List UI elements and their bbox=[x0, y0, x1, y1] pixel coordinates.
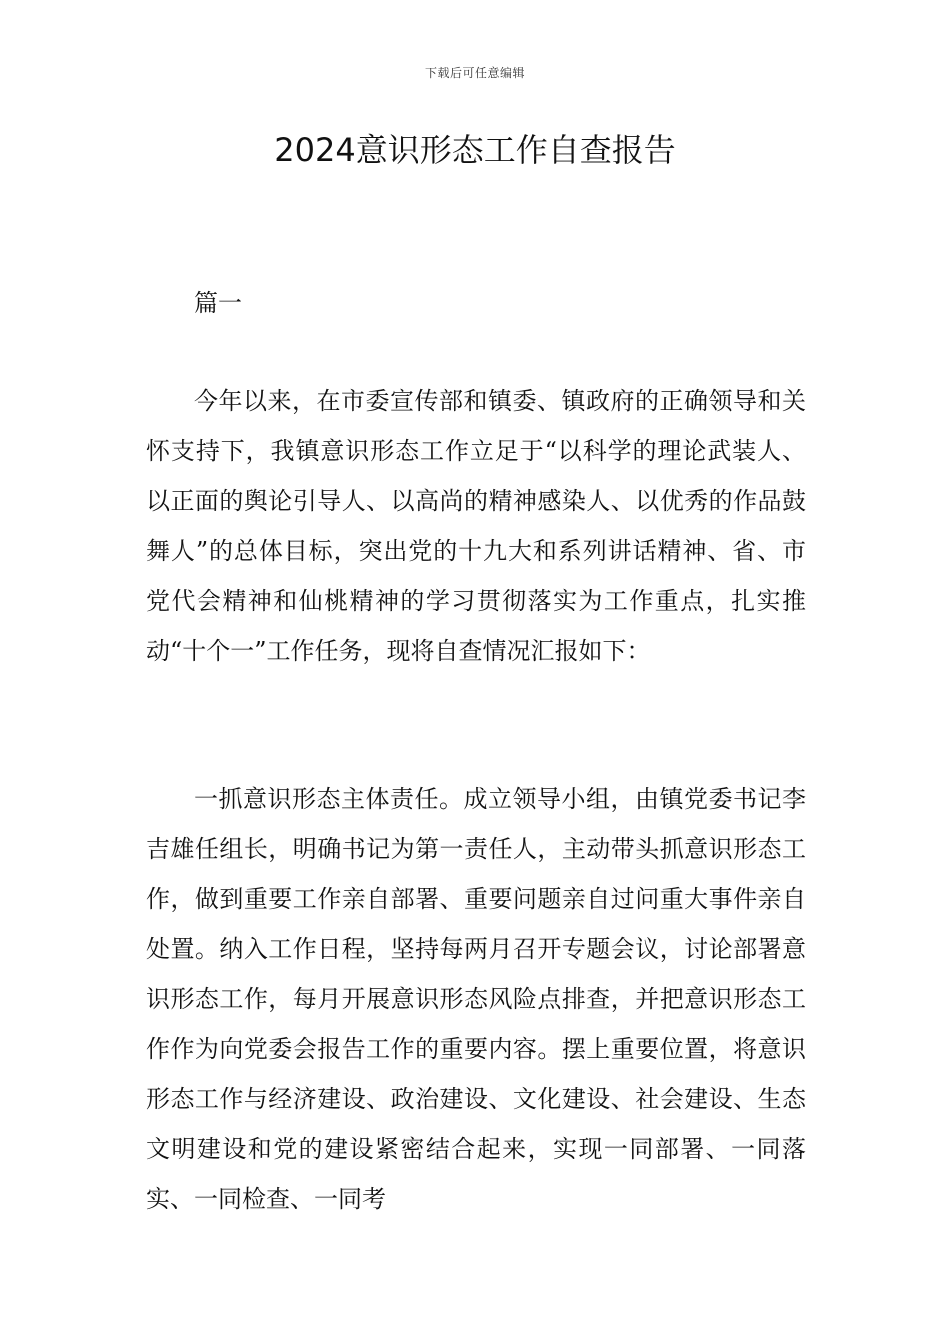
header-note: 下载后可任意编辑 bbox=[424, 66, 525, 80]
section-label: 篇一 bbox=[194, 289, 242, 317]
paragraph-intro: 今年以来，在市委宣传部和镇委、镇政府的正确领导和关怀支持下，我镇意识形态工作立足于“以科学的理论武装人、以正面的舆论引导人、以高尚的精神感染人、以优秀的作品鼓舞人”的总体目标，突出党的十九大和系列讲话精神、省、市党代会精神和仙桃精神的学习贯彻落实为工作重点，扎实推动“十个一”工作任务，现将自查情况汇报如下： bbox=[146, 387, 806, 665]
document-title: 2024意识形态工作自查报告 bbox=[274, 131, 676, 169]
paragraph-responsibility: 一抓意识形态主体责任。成立领导小组，由镇党委书记李吉雄任组长，明确书记为第一责任人，主动带头抓意识形态工作，做到重要工作亲自部署、重要问题亲自过问重大事件亲自处置。纳入工作日程，坚持每两月召开专题会议，讨论部署意识形态工作，每月开展意识形态风险点排查，并把意识形态工作作为向党委会报告工作的重要内容。摆上重要位置，将意识形态工作与经济建设、政治建设、文化建设、社会建设、生态文明建设和党的建设紧密结合起来，实现一同部署、一同落实、一同检查、一同考 bbox=[146, 785, 806, 1213]
